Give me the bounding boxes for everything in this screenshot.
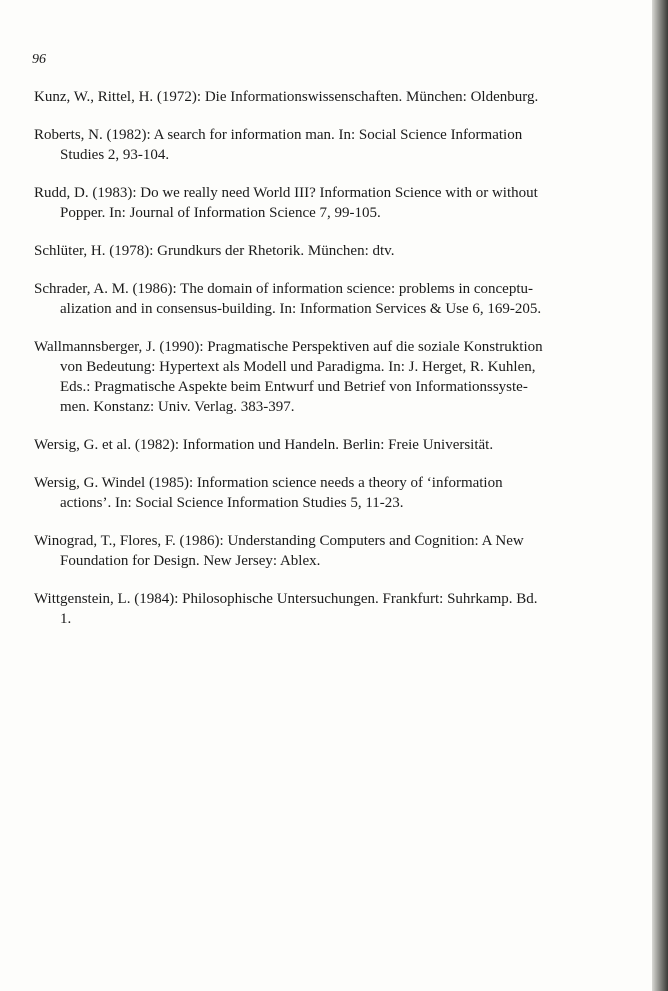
reference-line: Wittgenstein, L. (1984): Philosophische Untersuchungen. Frankfurt: Suhrkamp. Bd. <box>34 591 538 607</box>
reference-line: 1. <box>60 611 72 627</box>
reference-line: Wersig, G. et al. (1982): Information und Handeln. Berlin: Freie Universität. <box>34 437 494 453</box>
reference-line: Studies 2, 93-104. <box>60 147 170 163</box>
reference-line: von Bedeutung: Hypertext als Modell und Paradigma. In: J. Herget, R. Kuhlen, <box>60 359 536 375</box>
reference-line: Foundation for Design. New Jersey: Ablex. <box>60 553 321 569</box>
page-number: 96 <box>32 52 46 67</box>
reference-entry <box>34 589 600 629</box>
reference-line: Kunz, W., Rittel, H. (1972): Die Informationswissenschaften. München: Oldenburg. <box>34 89 539 105</box>
reference-line: Schlüter, H. (1978): Grundkurs der Rhetorik. München: dtv. <box>34 243 395 259</box>
reference-entry <box>34 241 600 261</box>
page-edge-shadow <box>652 0 668 991</box>
reference-line: Schrader, A. M. (1986): The domain of information science: problems in conceptu- <box>34 281 533 297</box>
reference-entry <box>34 183 600 223</box>
reference-line: Roberts, N. (1982): A search for information man. In: Social Science Information <box>34 127 523 143</box>
reference-line: actions’. In: Social Science Information Studies 5, 11-23. <box>60 495 404 511</box>
reference-line: men. Konstanz: Univ. Verlag. 383-397. <box>60 399 295 415</box>
reference-entry <box>34 531 600 571</box>
reference-line: Wallmannsberger, J. (1990): Pragmatische Perspektiven auf die soziale Konstruktion <box>34 339 543 355</box>
reference-line: alization and in consensus-building. In: Information Services & Use 6, 169-205. <box>60 301 542 317</box>
reference-line: Wersig, G. Windel (1985): Information science needs a theory of ‘information <box>34 475 503 491</box>
reference-entry <box>34 473 600 513</box>
reference-list <box>34 87 600 647</box>
reference-entry <box>34 87 600 107</box>
reference-line: Eds.: Pragmatische Aspekte beim Entwurf und Betrief von Informationssyste- <box>60 379 528 395</box>
reference-entry <box>34 337 600 417</box>
reference-line: Winograd, T., Flores, F. (1986): Understanding Computers and Cognition: A New <box>34 533 524 549</box>
reference-line: Rudd, D. (1983): Do we really need World III? Information Science with or without <box>34 185 538 201</box>
reference-line: Popper. In: Journal of Information Science 7, 99-105. <box>60 205 381 221</box>
reference-entry <box>34 279 600 319</box>
reference-entry <box>34 435 600 455</box>
reference-entry <box>34 125 600 165</box>
